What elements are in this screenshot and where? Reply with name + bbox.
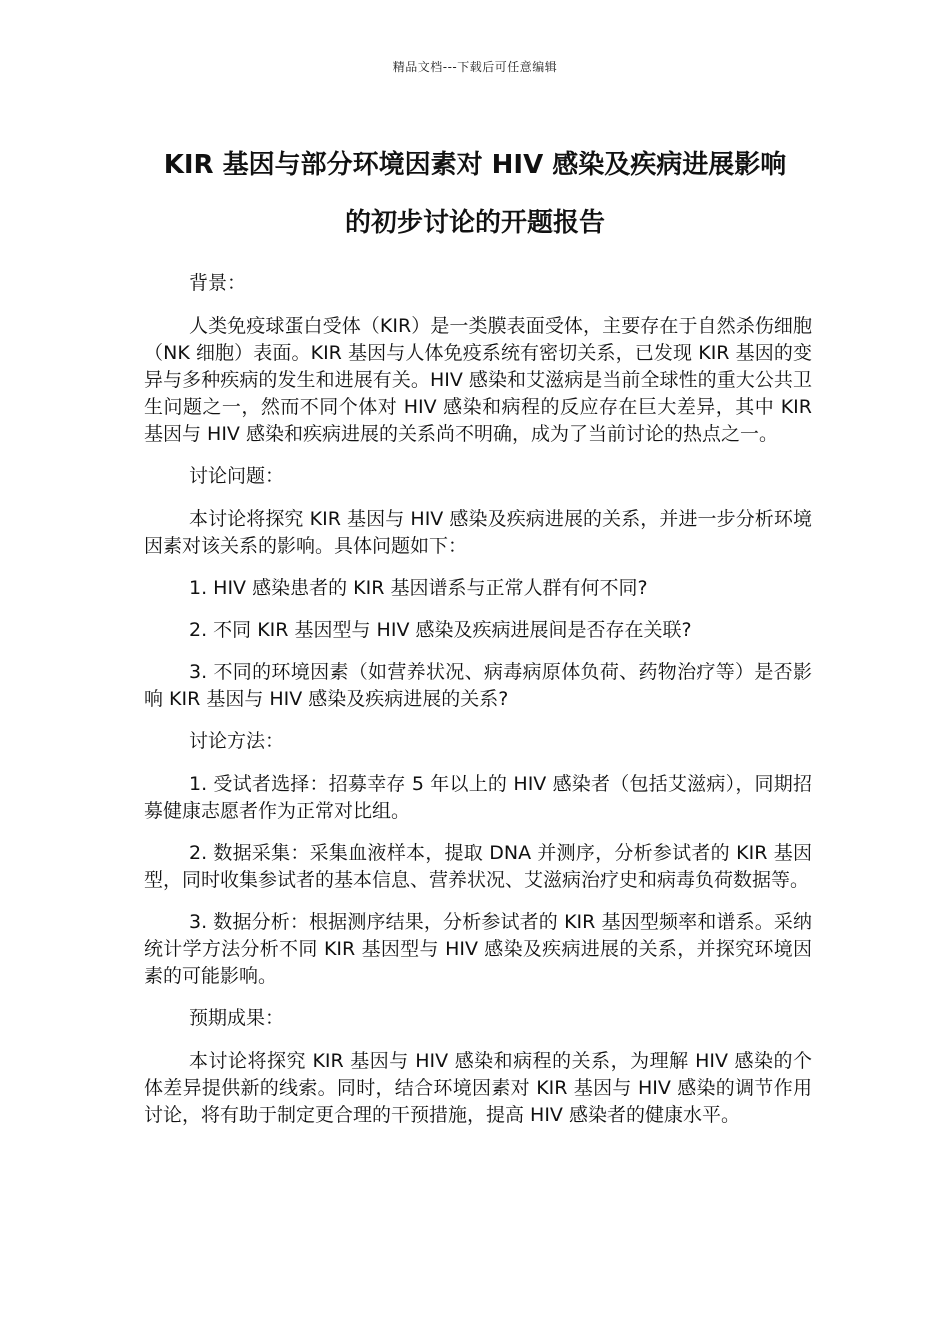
outcomes-paragraph: 本讨论将探究 KIR 基因与 HIV 感染和病程的关系，为理解 HIV 感染的个体差异提供新的线索。同时，结合环境因素对 KIR 基因与 HIV 感染的调节作用讨论，将有助于制定更合理的干预措施，提高 HIV 感染者的健康水平。 bbox=[144, 1050, 812, 1126]
document-body bbox=[144, 270, 812, 1144]
method-item-1: 1. 受试者选择：招募幸存 5 年以上的 HIV 感染者（包括艾滋病），同期招募健康志愿者作为正常对比组。 bbox=[144, 773, 812, 822]
title-line-1: KIR 基因与部分环境因素对 HIV 感染及疾病进展影响 bbox=[163, 150, 787, 180]
question-item-1: 1. HIV 感染患者的 KIR 基因谱系与正常人群有何不同? bbox=[189, 577, 648, 599]
header-note: 精品文档---下载后可任意编辑 bbox=[392, 60, 558, 74]
questions-heading: 讨论问题： bbox=[189, 465, 285, 487]
method-item-3: 3. 数据分析：根据测序结果，分析参试者的 KIR 基因型频率和谱系。采纳统计学方法分析不同 KIR 基因型与 HIV 感染及疾病进展的关系，并探究环境因素的可能影响。 bbox=[144, 911, 812, 987]
title-line-2: 的初步讨论的开题报告 bbox=[344, 208, 605, 238]
background-heading: 背景： bbox=[189, 272, 247, 294]
question-item-3: 3. 不同的环境因素（如营养状况、病毒病原体负荷、药物治疗等）是否影响 KIR 基因与 HIV 感染及疾病进展的关系? bbox=[144, 661, 812, 710]
method-item-2: 2. 数据采集：采集血液样本，提取 DNA 并测序，分析参试者的 KIR 基因型，同时收集参试者的基本信息、营养状况、艾滋病治疗史和病毒负荷数据等。 bbox=[144, 842, 812, 891]
questions-intro: 本讨论将探究 KIR 基因与 HIV 感染及疾病进展的关系，并进一步分析环境因素对该关系的影响。具体问题如下： bbox=[144, 508, 812, 557]
outcomes-heading: 预期成果： bbox=[189, 1007, 285, 1029]
document-title bbox=[100, 136, 850, 252]
question-item-2: 2. 不同 KIR 基因型与 HIV 感染及疾病进展间是否存在关联? bbox=[189, 619, 692, 641]
background-paragraph: 人类免疫球蛋白受体（KIR）是一类膜表面受体，主要存在于自然杀伤细胞（NK 细胞）表面。KIR 基因与人体免疫系统有密切关系，已发现 KIR 基因的变异与多种疾病的发生和进展有关。HIV 感染和艾滋病是当前全球性的重大公共卫生问题之一，然而不同个体对 HIV 感染和病程的反应存在巨大差异，其中 KIR 基因与 HIV 感染和疾病进展的关系尚不明确，成为了当前讨论的热点之一。 bbox=[144, 315, 812, 445]
methods-heading: 讨论方法： bbox=[189, 730, 285, 752]
